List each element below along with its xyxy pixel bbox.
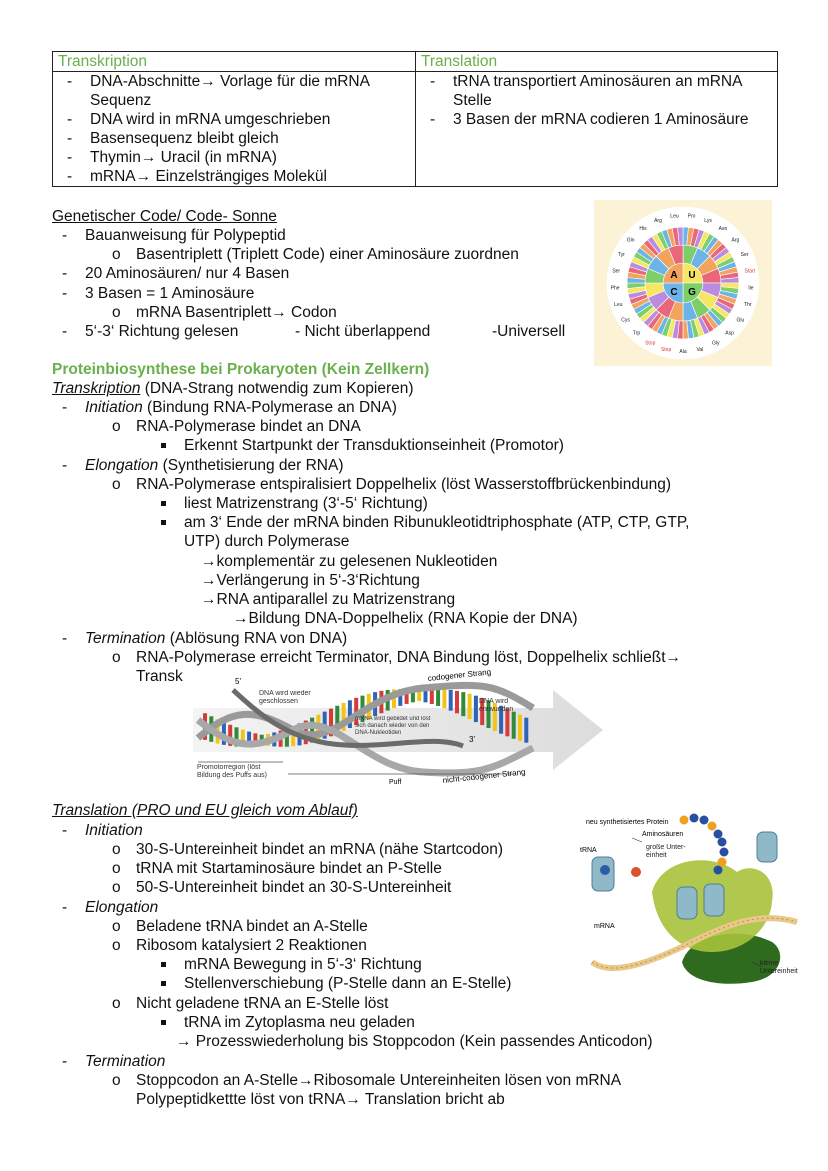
text-line: 30-S-Untereinheit bindet an mRNA (nähe Startcodon) [136,841,504,858]
protein-bead [680,816,689,825]
protein-bead [700,816,709,825]
text-line: RNA-Polymerase bindet an DNA [136,418,361,435]
protein-bead [714,830,723,839]
table-row [53,72,778,187]
text-line: Erkennt Startpunkt der Transduktionseinheit (Promotor) [184,437,564,454]
text-line: Stoppcodon an A-Stelle→Ribosomale Untereinheiten lösen von mRNA [136,1072,622,1089]
circle-bullet: o [112,918,121,935]
nucleotide-rung [417,691,421,701]
transcription-note: (DNA-Strang notwendig zum Kopieren) [140,380,414,397]
list-item: - Thymin→ Uracil (in mRNA) [58,148,410,167]
amino-acid-label: Phe [610,285,620,292]
amino-acid-label: Cys [621,317,630,324]
text-line: → Prozesswiederholung bis Stoppcodon (Kein passendes Anticodon) [176,1033,653,1050]
circle-bullet: o [112,937,121,954]
square-bullet [161,962,166,967]
code-line: 5‘-3‘ Richtung gelesen [85,323,239,340]
text-line: Transk [136,668,183,685]
protein-bead [690,814,699,823]
rewound-label: DNA wird wieder geschlossen [259,690,311,705]
transcription-label: Transkription [52,380,141,397]
termination-line [85,629,347,648]
amino-acid-label: Ser [740,252,749,259]
amino-acid-label: Arg [731,237,740,244]
text-line: am 3‘ Ende der mRNA binden Ribunukleotidtriphosphate (ATP, CTP, GTP, [184,514,690,531]
initiation-line [85,398,397,417]
mrna-formation-note: mRNA wird gebildet und löst sich danach wieder von den DNA-Nukleotiden [355,716,431,736]
circle-bullet: o [112,860,121,877]
square-bullet [161,501,166,506]
nucleotide-rung [442,689,446,708]
text-line: →komplementär zu gelesenen Nukleotiden [201,553,498,570]
code-sun-graphic [594,200,772,366]
text-line: tRNA mit Startaminosäure bindet an P-Stelle [136,860,442,877]
five-prime-label: 5' [235,677,241,686]
circle-bullet: o [112,841,121,858]
code-line: -Universell [492,323,566,340]
table-header-row [53,52,778,72]
circle-bullet: o [112,879,121,896]
amino-acid-label: Val [696,346,704,353]
dash-mark: - [62,630,68,647]
dash-mark: - [62,1053,68,1070]
prokaryote-heading: Proteinbiosynthese bei Prokaryoten (Kein Zellkern) [52,361,430,378]
translation-list [421,72,772,129]
circle-bullet: o [112,995,121,1012]
list-item: - DNA wird in mRNA umgeschrieben [58,110,410,129]
code-sun-base-label: U [688,270,696,281]
elongation-label: Elongation [85,457,159,474]
text-line: Stellenverschiebung (P-Stelle dann an E-Stelle) [184,975,512,992]
initiation-note: (Bindung RNA-Polymerase an DNA) [142,399,397,416]
nucleotide-rung [474,696,478,722]
protein-bead [720,848,729,857]
amino-acid-label: Start [744,268,756,275]
code-sun-base-label: C [670,287,678,298]
square-bullet [161,1020,166,1025]
dash-mark: - [62,457,68,474]
termination-label: Termination [85,630,166,647]
transkription-list [58,72,410,186]
amino-acid-label: Thr [743,302,752,309]
three-prime-label: 3' [469,735,475,744]
codogenic-strand-label: codogener Strang [427,668,492,683]
amino-acid-label: Trp [632,330,641,337]
code-line: 3 Basen = 1 Aminosäure [85,285,255,302]
protein-bead [718,858,727,867]
translation-initiation-label: Initiation [85,822,143,839]
genetic-code-heading: Genetischer Code/ Code- Sonne [52,208,277,225]
list-item: - 3 Basen der mRNA codieren 1 Aminosäure [421,110,772,129]
nucleotide-rung [455,691,459,713]
text-line: Polypeptidkettte löst von tRNA→ Translation bricht ab [136,1091,505,1108]
transcription-intro [52,379,414,398]
circle-bullet: o [112,1072,121,1089]
code-line: mRNA Basentriplett→ Codon [136,304,337,321]
amino-acid-label: Aminosäuren [642,831,684,838]
text-line: Ribosom katalysiert 2 Reaktionen [136,937,367,954]
amino-acid-label: Gly [712,340,720,347]
text-line: →Verlängerung in 5‘-3‘Richtung [201,572,420,589]
amino-acid-label: Stop [645,340,656,347]
dash-mark: - [62,822,68,839]
protein-bead [714,866,723,875]
nucleotide-rung [468,694,472,719]
text-line: UTP) durch Polymerase [184,533,350,550]
code-sun-base-label: A [670,270,678,281]
mrna-label: mRNA [594,923,615,930]
circle-bullet: o [112,246,121,263]
elongation-note: (Synthetisierung der RNA) [158,457,344,474]
code-line: Basentriplett (Triplett Code) einer Aminosäure zuordnen [136,246,519,263]
trna-label: tRNA [580,847,597,854]
nucleotide-rung [424,690,428,702]
circle-bullet: o [112,418,121,435]
amino-acid-label: Leu [670,213,679,220]
large-subunit-label: große Unter-einheit [646,844,686,859]
termination-note: (Ablösung RNA von DNA) [165,630,348,647]
nucleotide-rung [461,692,465,716]
amino-acid-label: Ile [748,285,754,292]
amino-acid-label: Ser [612,268,621,275]
square-bullet [161,981,166,986]
amino-acid-label: His [639,225,647,232]
code-line: Bauanweisung für Polypeptid [85,227,286,244]
list-item: - DNA-Abschnitte→ Vorlage für die mRNA Sequenz [58,72,410,110]
text-line: →RNA antiparallel zu Matrizenstrang [201,591,456,608]
dash-mark: - [62,323,68,340]
puff-label: Puff [389,779,402,786]
text-line: RNA-Polymerase entspiralisiert Doppelhelix (löst Wasserstoffbrückenbindung) [136,476,671,493]
table-cell-transkription [53,72,416,187]
protein-bead [718,838,727,847]
ribosome-graphic [572,812,800,988]
nucleotide-rung [436,689,440,706]
list-item: - mRNA→ Einzelsträngiges Molekül [58,167,410,186]
dna-helix-graphic [193,668,611,792]
code-line: 20 Aminosäuren/ nur 4 Basen [85,265,290,282]
dash-mark: - [62,227,68,244]
amino-acid-label: Asp [725,330,734,337]
circle-bullet: o [112,476,121,493]
dash-mark: - [62,399,68,416]
dash-mark: - [62,265,68,282]
ribosome-figure [572,812,800,988]
noncodogenic-strand-label: nicht-codogener Strang [442,767,526,785]
protein-bead [708,822,717,831]
translation-termination-label: Termination [85,1053,166,1070]
text-line: RNA-Polymerase erreicht Terminator, DNA Bindung löst, Doppelhelix schließt→ [136,649,682,666]
translation-elongation-label: Elongation [85,899,159,916]
amino-acid-label: Glu [736,317,745,324]
text-line: Beladene tRNA bindet an A-Stelle [136,918,368,935]
amino-acid-label: Leu [614,302,623,309]
amino-acid-label: Gln [626,237,635,244]
amino-acid-label: Stop [660,346,672,353]
amino-acid-label: Lys [704,217,712,224]
square-bullet [161,520,166,525]
amino-acid-label: Tyr [617,252,625,259]
text-line: →Bildung DNA-Doppelhelix (RNA Kopie der DNA) [233,610,578,627]
small-subunit-label: kleine Untereinheit [760,960,798,975]
list-item: - Basensequenz bleibt gleich [58,129,410,148]
text-line: 50-S-Untereinheit bindet an 30-S-Untereinheit [136,879,452,896]
circle-bullet: o [112,649,121,666]
initiation-label: Initiation [85,399,143,416]
dash-mark: - [62,899,68,916]
code-sun-base-label: G [688,287,696,298]
amino-acid-label: Arg [654,217,662,224]
nucleotide-rung [449,690,453,711]
code-line: - Nicht überlappend [295,323,431,340]
amino-acid-label: Pro [687,213,696,220]
protein-label: neu synthetisiertes Protein [586,819,669,826]
elongation-line [85,456,343,475]
dash-mark: - [62,285,68,302]
text-line: mRNA Bewegung in 5‘-3‘ Richtung [184,956,422,973]
text-line: liest Matrizenstrang (3‘-5‘ Richtung) [184,495,428,512]
text-line: tRNA im Zytoplasma neu geladen [184,1014,415,1031]
list-item: - tRNA transportiert Aminosäuren an mRNA Stelle [421,72,772,110]
promoter-region-label: Promotorregion (löst Bildung des Puffs aus) [197,764,267,779]
comparison-table [52,51,778,187]
dna-transcription-figure [193,668,611,792]
nucleotide-rung [430,689,434,704]
circle-bullet: o [112,304,121,321]
table-header-translation: Translation [416,52,778,72]
text-line: Nicht geladene tRNA an E-Stelle löst [136,995,389,1012]
table-cell-translation [416,72,778,187]
amino-acid-label: Asn [718,225,728,232]
square-bullet [161,443,166,448]
unwound-label: DNA wird entwunden [479,698,514,713]
code-sun-figure [594,200,772,366]
table-header-transkription: Transkription [53,52,416,72]
amino-acid-label: Ala [679,349,687,355]
translation-heading: Translation (PRO und EU gleich vom Ablauf) [52,802,358,819]
